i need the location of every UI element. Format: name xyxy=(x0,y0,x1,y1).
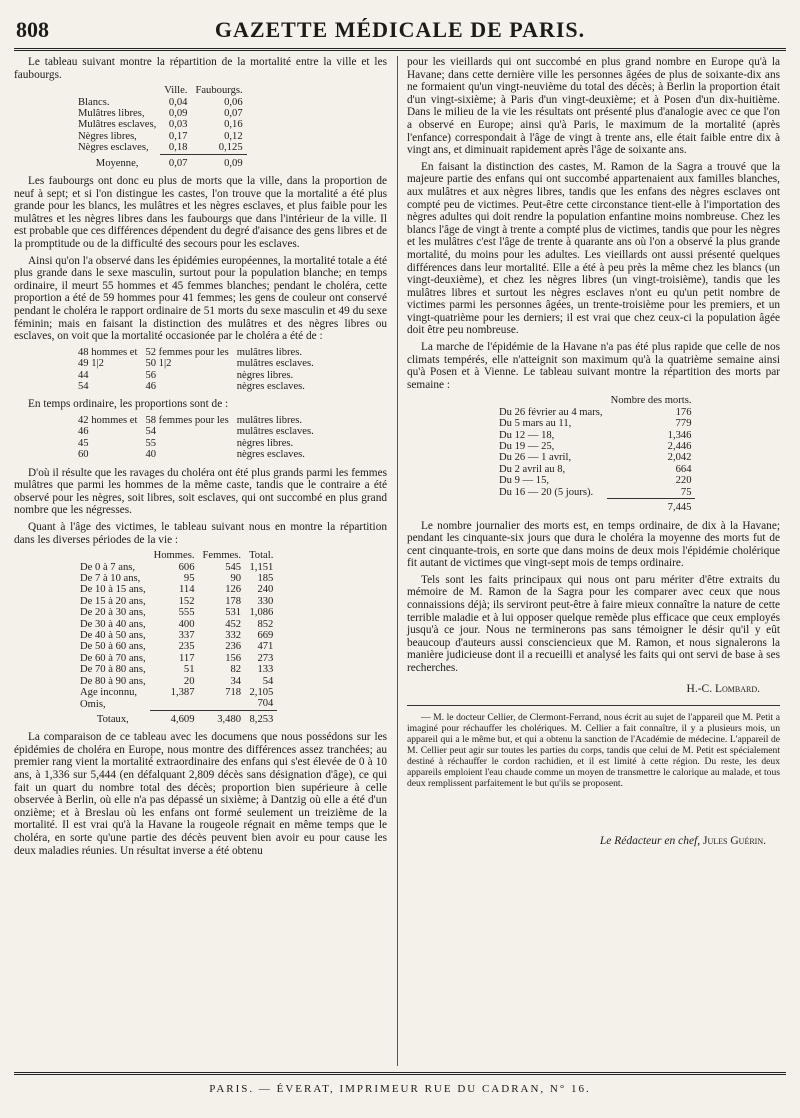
city-suburb-table xyxy=(74,85,247,169)
total-value: 185 xyxy=(257,572,274,584)
total-value: 704 xyxy=(257,698,274,710)
table-row xyxy=(76,596,277,607)
table-cell xyxy=(495,502,607,513)
men-value: 48 hommes et xyxy=(78,346,138,358)
table-row xyxy=(74,415,318,426)
age-label: De 40 à 50 ans, xyxy=(80,630,146,641)
row-label: Blancs. xyxy=(78,96,110,108)
women-value: 236 xyxy=(225,641,242,653)
women-value: 531 xyxy=(225,607,242,619)
age-label: De 10 à 15 ans, xyxy=(80,584,146,596)
table-row xyxy=(74,108,247,119)
total-value: 669 xyxy=(257,630,274,641)
men-value: 51 xyxy=(183,664,195,676)
women-value: 3,480 xyxy=(217,713,242,725)
week-label: Du 5 mars au 11, xyxy=(499,418,572,430)
age-label: De 0 à 7 ans, xyxy=(80,561,136,573)
faubourgs-value: 0,125 xyxy=(218,142,243,154)
left-column xyxy=(14,56,387,861)
table-row xyxy=(76,584,277,595)
week-label: Du 16 — 20 (5 jours). xyxy=(499,486,594,498)
age-table xyxy=(76,550,277,725)
newspaper-page xyxy=(14,14,786,1104)
paragraph: pour les vieillards qui ont succombé en plus grand nombre en Europe qu'à la Havane; dans cette dernière ville les personnes âgées de plus de soixante-dix ans ne formaient qu'un vingt-neuvième du total des décès; à Berlin la proportion était d'un vingt-sixième; à Paris d'un vingt-deuxième; et à Posen d'un dix-huitième. Dans le milieu de la vie les résultats ont présenté plus d'analogie avec ce que l'on a observé en Europe; ainsi qu'à Paris, le maximum de la mortalité (après l'enfance) correspondait à l'âge de vingt à trente ans, elle était faible entre dix à vingt ans, et diminuait rapidement après l'âge de soixante ans. xyxy=(407,56,780,157)
table-row xyxy=(76,698,277,710)
table-row xyxy=(495,418,695,429)
women-value: 55 xyxy=(145,437,157,449)
deaths-value: 220 xyxy=(675,475,692,487)
total-row xyxy=(76,714,277,725)
men-value: 4,609 xyxy=(170,713,195,725)
faubourgs-value: 0,06 xyxy=(224,96,243,108)
editor-line xyxy=(407,835,766,848)
footnote xyxy=(407,705,780,789)
men-value: 337 xyxy=(178,630,195,641)
women-value: 50 1|2 xyxy=(145,358,172,370)
women-value: 545 xyxy=(225,561,242,573)
column-header: Faubourgs. xyxy=(195,85,243,97)
table-row xyxy=(495,452,695,463)
total-value: 133 xyxy=(257,664,274,676)
men-value: 54 xyxy=(78,380,89,392)
table-row xyxy=(495,464,695,475)
row-label: Nègres libres, xyxy=(78,130,137,142)
ville-value: 0,17 xyxy=(168,130,188,142)
total-value: 240 xyxy=(257,584,274,596)
total-value: 273 xyxy=(257,652,274,664)
paragraph: En faisant la distinction des castes, M. Ramon de la Sagra a trouvé que la majeure partie des enfans qui ont succombé appartenaient aux familles blanches, aux mulâtres et aux nègres libres, tandis que les enfans des nègres esclaves ont compté peu de victimes. Peut-être cette circonstance tient-elle à l'importation des nègres adultes qui doit rendre la population enfantine moins nombreuse. Chez les blancs l'âge de vingt à trente a compté plus de victimes, tandis que pour les nègres et les mulâtres c'est l'âge de trente à quarante ans où l'on a observé la plus grande mortalité, du moins pour les adultes. Les vieillards ont aussi présenté quelques différences dans leur mortalité. Elle a été à peu près la même chez les blancs (un vingt-deuxième), et chez les nègres libres (un vingt-troisième), tandis que les mulâtres libres et surtout les nègres esclaves n'ont eu qu'un petit nombre de victimes parmi les personnes âgées, un trente-troisième pour les premiers, et un vingt-quatrième pour les derniers; il est vrai que chez ceux-ci la population âgée doit être peu nombreuse. xyxy=(407,160,780,337)
men-value: 152 xyxy=(178,595,195,607)
table-row xyxy=(76,664,277,675)
men-value: 46 xyxy=(78,426,89,438)
table-row xyxy=(76,619,277,630)
table-row xyxy=(495,407,695,418)
women-value: 46 xyxy=(145,380,157,392)
deaths-value: 176 xyxy=(675,406,692,418)
total-value: 2,105 xyxy=(249,687,274,699)
ville-value: 0,04 xyxy=(168,96,188,108)
table-row xyxy=(74,426,318,437)
week-label: Du 12 — 18, xyxy=(499,429,555,441)
age-label: Age inconnu, xyxy=(80,687,138,699)
editor-label: Le Rédacteur en chef, xyxy=(599,835,701,848)
row-label: Moyenne, xyxy=(95,157,139,169)
row-label: Totaux, xyxy=(96,713,129,725)
men-value: 95 xyxy=(183,572,195,584)
table-row xyxy=(495,487,695,499)
table-row xyxy=(74,358,318,369)
age-label: De 70 à 80 ans, xyxy=(80,664,146,676)
deaths-value: 2,446 xyxy=(667,441,692,453)
table-row xyxy=(76,630,277,641)
table-row xyxy=(76,573,277,584)
table-row xyxy=(74,438,318,449)
table-row xyxy=(495,430,695,441)
caste-label: nègres libres. xyxy=(236,437,294,449)
men-value: 1,387 xyxy=(170,687,195,699)
men-value xyxy=(150,698,199,710)
women-value: 34 xyxy=(230,675,242,687)
caste-label: mulâtres esclaves. xyxy=(236,426,314,438)
table-row xyxy=(76,607,277,618)
table-row xyxy=(74,119,247,130)
age-label: Omis, xyxy=(80,698,106,710)
table-row xyxy=(76,653,277,664)
men-value: 45 xyxy=(78,437,89,449)
age-label: De 80 à 90 ans, xyxy=(80,675,146,687)
printer-footer: PARIS. — ÉVERAT, IMPRIMEUR RUE DU CADRAN, N° 16. xyxy=(14,1072,786,1095)
women-value: 126 xyxy=(225,584,242,596)
column-header: Femmes. xyxy=(202,550,242,562)
week-label: Du 26 — 1 avril, xyxy=(499,452,572,464)
women-value: 82 xyxy=(230,664,242,676)
age-label: De 60 à 70 ans, xyxy=(80,652,146,664)
women-value: 58 femmes pour les xyxy=(145,414,229,426)
women-value: 332 xyxy=(225,630,242,641)
paragraph: Les faubourgs ont donc eu plus de morts que la ville, dans la proportion de neuf à sept; et si l'on distingue les castes, l'on trouve que la mortalité a été plus grande pour les blancs, les mulâtres et les nègres esclaves, et plus faible pour les mulâtres et les nègres libres dans les faubourgs que dans l'intérieur de la ville. Il est probable que ces différences dépendent du degré d'aisance des gens libres et de la promptitude ou de la difficulté des secours pour les esclaves. xyxy=(14,175,387,250)
ville-value: 0,18 xyxy=(168,142,188,154)
ville-value: 0,03 xyxy=(168,119,188,131)
men-value: 117 xyxy=(179,652,195,664)
paragraph: En temps ordinaire, les proportions sont de : xyxy=(28,398,229,411)
deaths-value: 2,042 xyxy=(667,452,692,464)
column-header: Hommes. xyxy=(153,550,195,562)
row-label: Nègres esclaves, xyxy=(78,142,149,154)
page-number: 808 xyxy=(16,17,49,42)
paragraph: La marche de l'épidémie de la Havane n'a pas été plus rapide que celle de nos climats tempérés, elle n'atteignit son maximum qu'à la quatrième semaine ainsi qu'à Posen et à Vienne. Le tableau suivant montre la répartition des morts par semaine : xyxy=(407,341,780,391)
women-value xyxy=(199,698,246,710)
table-row xyxy=(74,381,318,392)
men-value: 606 xyxy=(178,561,195,573)
total-value: 54 xyxy=(262,675,274,687)
caste-label: nègres esclaves. xyxy=(236,380,305,392)
women-value: 156 xyxy=(225,652,242,664)
faubourgs-value: 0,07 xyxy=(224,108,243,119)
caste-label: nègres libres. xyxy=(236,369,294,381)
week-label: Du 26 février au 4 mars, xyxy=(499,406,603,418)
ville-value: 0,07 xyxy=(168,157,188,169)
table-row xyxy=(76,676,277,687)
total-value: 330 xyxy=(257,595,274,607)
note-text: — M. le docteur Cellier, de Clermont-Ferrand, nous écrit au sujet de l'appareil que M. Petit a imaginé pour réchauffer les cholériques. M. Cellier a fait connaître, il y a plusieurs mois, un appareil qui a le même but, et qui a obtenu la sanction de l'Académie de médecine. L'appareil de M. Cellier peut agir sur toutes les parties du corps, tandis que celui de M. Petit est spécialement destiné à réchauffer le cordon rachidien, et il est limité à cette région. Du reste, les deux appareils emploient l'eau chaude comme un moyen de transmettre le calorique au malade, et tous deux remplissent parfaitement le but qu'ils se proposent. xyxy=(407,712,780,790)
row-label: Mulâtres libres, xyxy=(78,108,145,119)
table-row xyxy=(74,370,318,381)
faubourgs-value: 0,09 xyxy=(224,157,243,169)
faubourgs-value: 0,16 xyxy=(224,119,243,131)
total-value: 852 xyxy=(257,618,274,630)
table-row xyxy=(495,475,695,486)
women-value: 52 femmes pour les xyxy=(145,346,229,358)
paragraph: Ainsi qu'on l'a observé dans les épidémies européennes, la mortalité totale a été plus grande dans le sexe masculin, surtout pour la population blanche; en temps ordinaire, il meurt 55 hommes et 45 femmes blanches; pendant le choléra, cette proportion a été de 59 hommes pour 41 femmes; les gens de couleur ont conservé pendant le choléra le rapport ordinaire de 51 morts du sexe masculin et 49 du sexe féminin; mais en faisant la distinction des mulâtres et des nègres libres ou esclaves, on voit que la mortalité occasionée par le choléra a été de : xyxy=(14,254,387,343)
total-value: 1,086 xyxy=(249,607,274,619)
paragraph: Quant à l'âge des victimes, le tableau suivant nous en montre la répartition dans les diverses périodes de la vie : xyxy=(14,520,387,546)
women-value: 90 xyxy=(230,572,242,584)
paragraph: D'où il résulte que les ravages du choléra ont été plus grands parmi les femmes mulâtres que parmi les hommes de la même caste, tandis que le contraire a été observé pour les nègres, soit libres, soit esclaves, qui ont succombé en plus grand nombre que les négresses. xyxy=(14,466,387,517)
women-value: 178 xyxy=(225,595,242,607)
men-value: 20 xyxy=(183,675,195,687)
women-value: 54 xyxy=(145,426,157,438)
caste-label: mulâtres libres. xyxy=(236,346,303,358)
men-value: 44 xyxy=(78,369,89,381)
table-row xyxy=(74,142,247,154)
deaths-value: 75 xyxy=(680,486,692,498)
men-value: 60 xyxy=(78,449,89,461)
women-value: 40 xyxy=(145,449,157,461)
women-value: 56 xyxy=(145,369,157,381)
women-value: 452 xyxy=(225,618,242,630)
table-row xyxy=(74,97,247,108)
total-row xyxy=(495,502,695,513)
author-signature: H.-C. Lombard. xyxy=(686,682,760,695)
table-row xyxy=(76,562,277,573)
total-row xyxy=(74,158,247,169)
men-value: 114 xyxy=(179,584,195,596)
paragraph: Tels sont les faits principaux qui nous ont paru mériter d'être extraits du mémoire de M. Ramon de la Sagra pour les comparer avec ceux que nous connaissions déjà; ils serviront peut-être à faire mieux connaître la nature de cette terrible maladie et à lui opposer quelque remède plus efficace que ceux employés jusqu'à ce jour. Nous ne terminerons pas sans témoigner le désir qu'il y eût beaucoup d'auteurs aussi consciencieux que M. Ramon, et nous signalerons la manière judicieuse dont il a recueilli et analysé les faits qui ont servi de base à ses recherches. xyxy=(407,573,780,675)
age-label: De 20 à 30 ans, xyxy=(80,607,146,619)
caste-label: mulâtres esclaves. xyxy=(236,358,314,370)
column-divider xyxy=(397,56,398,1066)
column-header: Total. xyxy=(249,550,274,562)
ville-value: 0,09 xyxy=(168,108,188,119)
page-header xyxy=(14,14,786,51)
table-row xyxy=(76,687,277,698)
right-column xyxy=(407,56,780,848)
deaths-value: 664 xyxy=(675,463,692,475)
total-value: 1,151 xyxy=(249,561,274,573)
table-row xyxy=(495,441,695,452)
table-row xyxy=(74,131,247,142)
paragraph: La comparaison de ce tableau avec les documens que nous possédons sur les épidémies de choléra en Europe, nous montre des différences assez tranchées; au premier rang vient la mortalité extraordinaire des enfans qui s'est élevée de 0 à 10 ans, à 1,336 sur 5,444 (en défalquant 2,809 décès sans désignation d'âge), ce qui fait un quart du nombre total des décès; proportion bien supérieure à celle observée à Berlin, où elle n'a pas dépassé un sixième; à Dantzig où elle a été d'un onzième; et à Breslau où les enfans ont formé seulement un treizième de la mortalité. Il est vrai qu'à la Havane la rougeole régnait en même temps que le choléra, en sorte qu'une partie des décès peuvent bien avoir eu pour cause les deux maladies réunies. Un résultat inverse a été obtenu xyxy=(14,731,387,857)
deaths-value: 1,346 xyxy=(667,429,692,441)
weekly-deaths-table xyxy=(495,395,695,513)
ordinary-sex-table xyxy=(74,415,318,461)
week-label: Du 2 avril au 8, xyxy=(499,463,566,475)
age-label: De 50 à 60 ans, xyxy=(80,641,146,653)
table-row xyxy=(74,347,318,358)
masthead-title: GAZETTE MÉDICALE DE PARIS. xyxy=(214,17,586,42)
men-value: 235 xyxy=(178,641,195,653)
paragraph: Le tableau suivant montre la répartition de la mortalité entre la ville et les faubourgs. xyxy=(14,56,387,81)
column-header: Nombre des morts. xyxy=(610,395,692,407)
week-label: Du 19 — 25, xyxy=(499,441,555,453)
total-value: 471 xyxy=(257,641,274,653)
age-label: De 7 à 10 ans, xyxy=(80,572,141,584)
caste-label: nègres esclaves. xyxy=(236,449,305,461)
men-value: 555 xyxy=(178,607,195,619)
men-value: 49 1|2 xyxy=(78,358,104,370)
column-header: Ville. xyxy=(164,85,188,97)
total-value: 8,253 xyxy=(249,713,274,725)
caste-label: mulâtres libres. xyxy=(236,414,303,426)
cholera-sex-table xyxy=(74,347,318,393)
men-value: 42 hommes et xyxy=(78,414,138,426)
paragraph: Le nombre journalier des morts est, en temps ordinaire, de dix à la Havane; pendant les cinquante-six jours que dura le choléra la moyenne des morts fut de cent cinquante-trois, en sorte que dans moins de deux mois l'épidémie cholérique fit autant de victimes que vingt-sept mois de temps ordinaire. xyxy=(407,519,780,570)
total-value: 7,445 xyxy=(667,502,692,514)
table-row xyxy=(76,641,277,652)
age-label: De 30 à 40 ans, xyxy=(80,618,146,630)
row-label: Mulâtres esclaves, xyxy=(78,119,157,131)
faubourgs-value: 0,12 xyxy=(224,130,243,142)
women-value: 718 xyxy=(225,687,242,699)
age-label: De 15 à 20 ans, xyxy=(80,595,146,607)
week-label: Du 9 — 15, xyxy=(499,475,550,487)
editor-name: Jules Guérin. xyxy=(703,835,766,848)
men-value: 400 xyxy=(178,618,195,630)
table-row xyxy=(74,449,318,460)
deaths-value: 779 xyxy=(675,418,692,430)
